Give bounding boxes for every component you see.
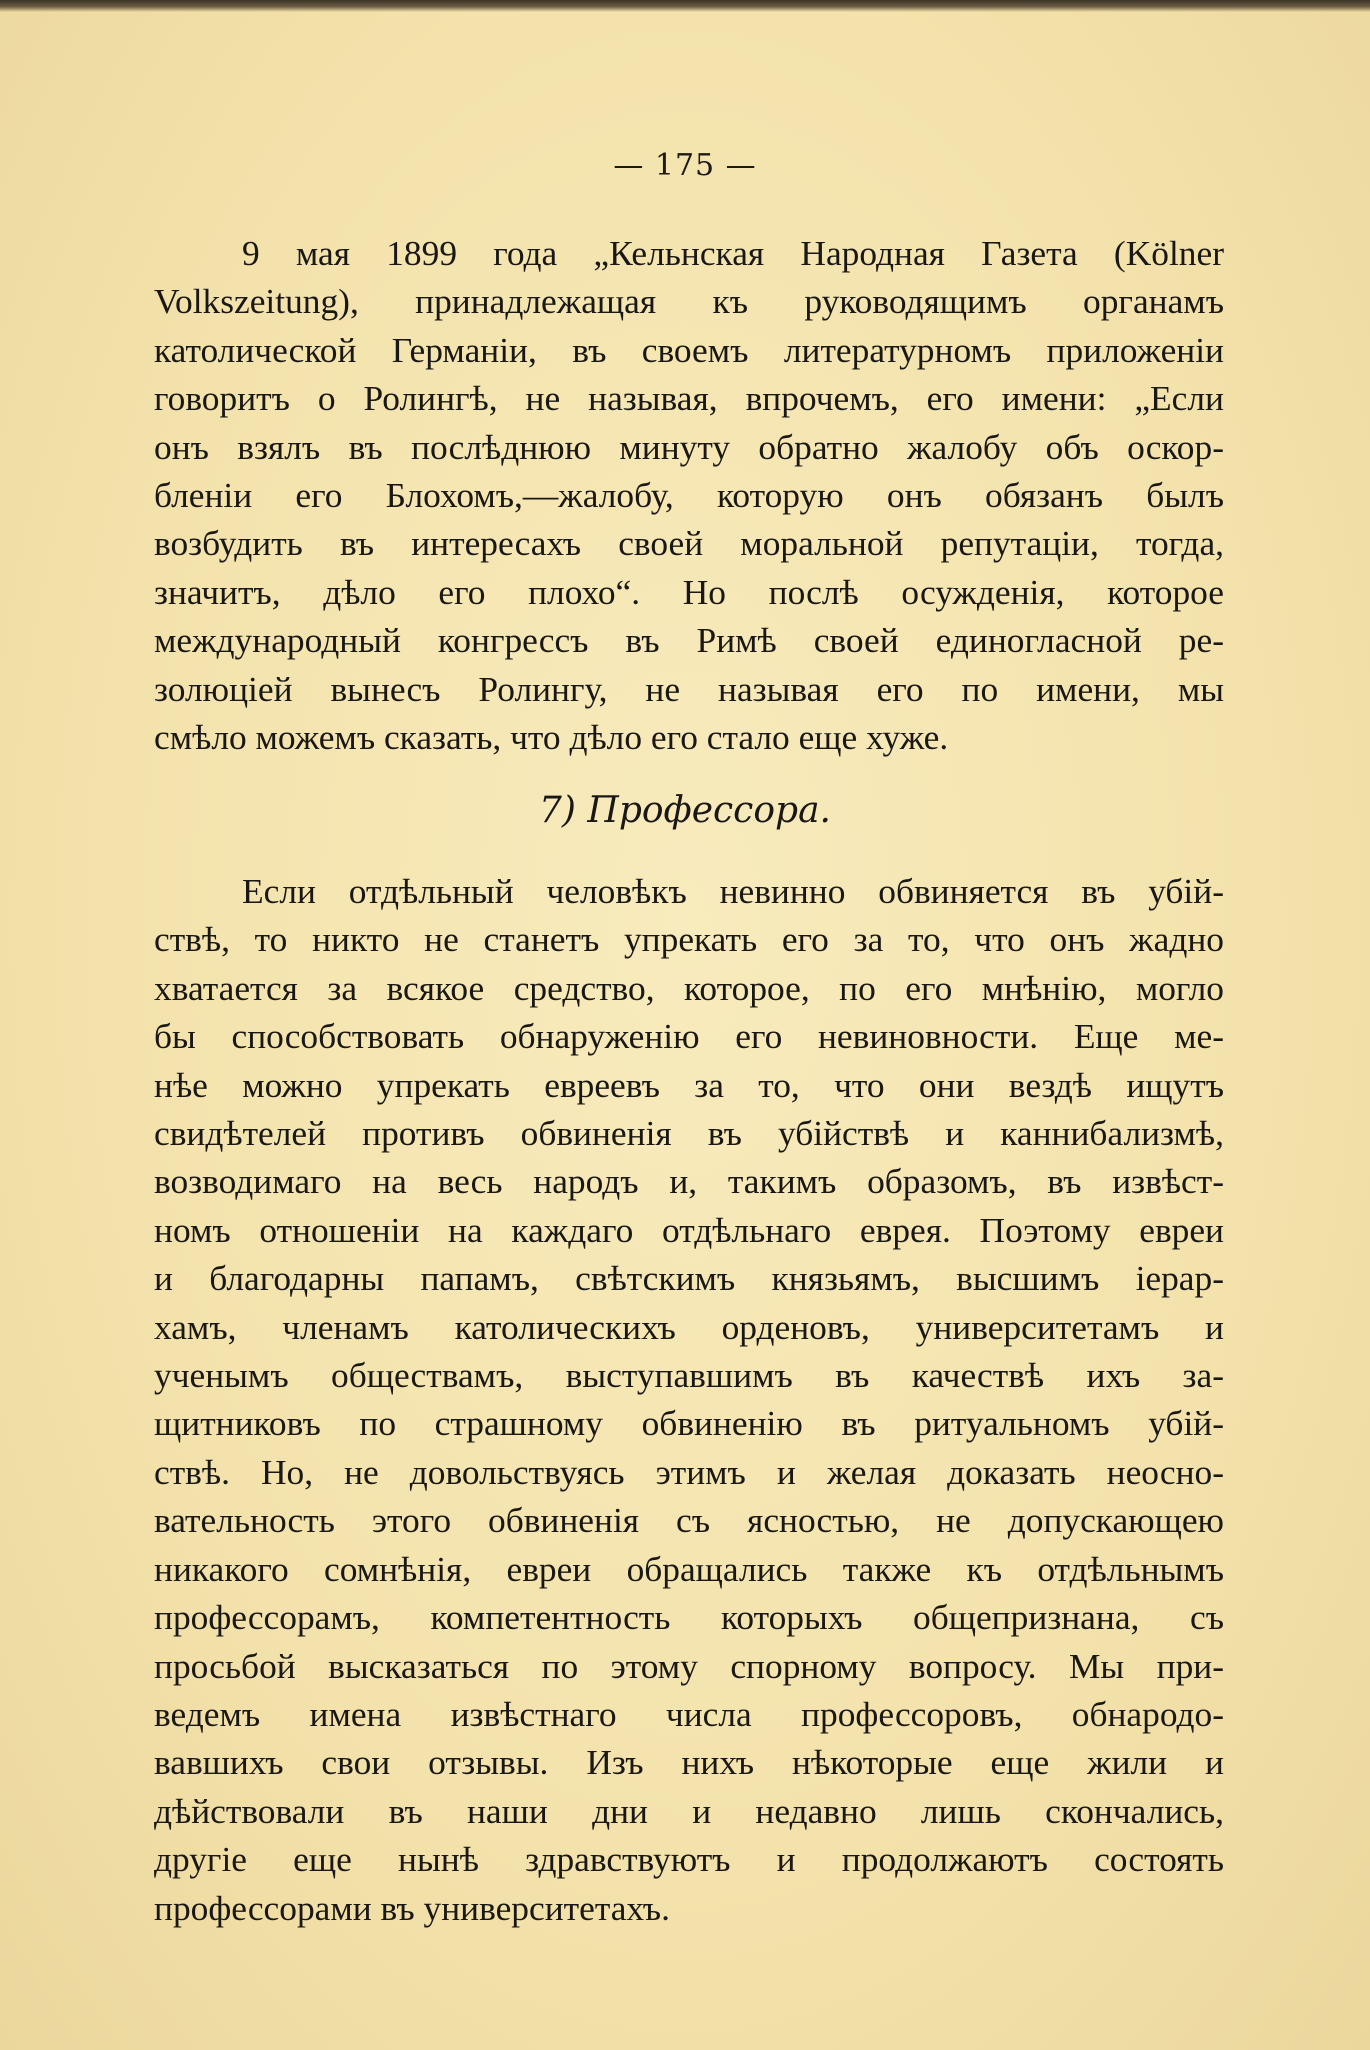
text-line: католической Германіи, въ своемъ литературномъ приложеніи [154,329,1224,370]
text-line: ученымъ обществамъ, выступавшимъ въ качествѣ ихъ за- [154,1355,1224,1396]
text-line: ствѣ, то никто не станетъ упрекать его за то, что онъ жадно [154,919,1224,960]
text-line: номъ отношеніи на каждаго отдѣльнаго еврея. Поэтому евреи [154,1209,1224,1250]
text-line: другіе еще нынѣ здравствуютъ и продолжаютъ состоять [154,1839,1224,1880]
text-line: дѣйствовали въ наши дни и недавно лишь скончались, [154,1790,1224,1831]
text-line: профессорамъ, компетентность которыхъ общепризнана, съ [154,1597,1224,1638]
text-line: международный конгрессъ въ Римѣ своей единогласной ре- [154,620,1224,661]
text-line: ведемъ имена извѣстнаго числа профессоровъ, обнародо- [154,1693,1224,1734]
text-line: возбудить въ интересахъ своей моральной репутаціи, тогда, [154,523,1224,564]
section-heading: 7) Профессора. [539,790,831,831]
text-line: и благодарны папамъ, свѣтскимъ князьямъ, высшимъ іерар- [154,1258,1224,1299]
text-line: свидѣтелей противъ обвиненія въ убійствѣ и каннибализмѣ, [154,1113,1224,1154]
text-line: вавшихъ свои отзывы. Изъ нихъ нѣкоторые еще жили и [154,1742,1224,1783]
text-line: Если отдѣльный человѣкъ невинно обвиняется въ убій- [242,871,1224,911]
text-line: просьбой высказаться по этому спорному вопросу. Мы при- [154,1645,1224,1686]
paragraph-1 [154,229,1224,761]
text-line: онъ взялъ въ послѣднюю минуту обратно жалобу объ оскор- [154,426,1224,467]
text-line: хватается за всякое средство, которое, по его мнѣнію, могло [154,967,1224,1008]
text-line: ствѣ. Но, не довольствуясь этимъ и желая доказать неосно- [154,1451,1224,1492]
page-number: — 175 — [613,148,757,183]
text-line: профессорами въ университетахъ. [154,1887,670,1928]
text-line: смѣло можемъ сказать, что дѣло его стало еще хуже. [154,717,949,758]
text-line: бленіи его Блохомъ,—жалобу, которую онъ обязанъ былъ [154,475,1224,516]
text-line: Volkszeitung), принадлежащая къ руководящимъ органамъ [154,281,1224,322]
text-line: значитъ, дѣло его плохо“. Но послѣ осужденія, которое [154,571,1224,612]
text-line: никакого сомнѣнія, евреи обращались также къ отдѣльнымъ [154,1548,1224,1589]
text-line: щитниковъ по страшному обвиненію въ ритуальномъ убій- [154,1403,1224,1444]
text-line: 9 мая 1899 года „Кельнская Народная Газета (Kölner [242,233,1224,273]
text-line: нѣе можно упрекать евреевъ за то, что они вездѣ ищутъ [154,1064,1224,1105]
text-line: золюціей вынесъ Ролингу, не называя его по имени, мы [154,668,1224,709]
text-line: вательность этого обвиненія съ ясностью, не допускающею [154,1500,1224,1541]
text-line: говоритъ о Ролингѣ, не называя, впрочемъ, его имени: „Если [154,378,1224,419]
page-top-edge [0,0,1370,12]
text-line: хамъ, членамъ католическихъ орденовъ, университетамъ и [154,1306,1224,1347]
text-line: бы способствовать обнаруженію его невиновности. Еще ме- [154,1016,1224,1057]
paragraph-2 [154,867,1224,1932]
text-line: возводимаго на весь народъ и, такимъ образомъ, въ извѣст- [154,1161,1224,1202]
